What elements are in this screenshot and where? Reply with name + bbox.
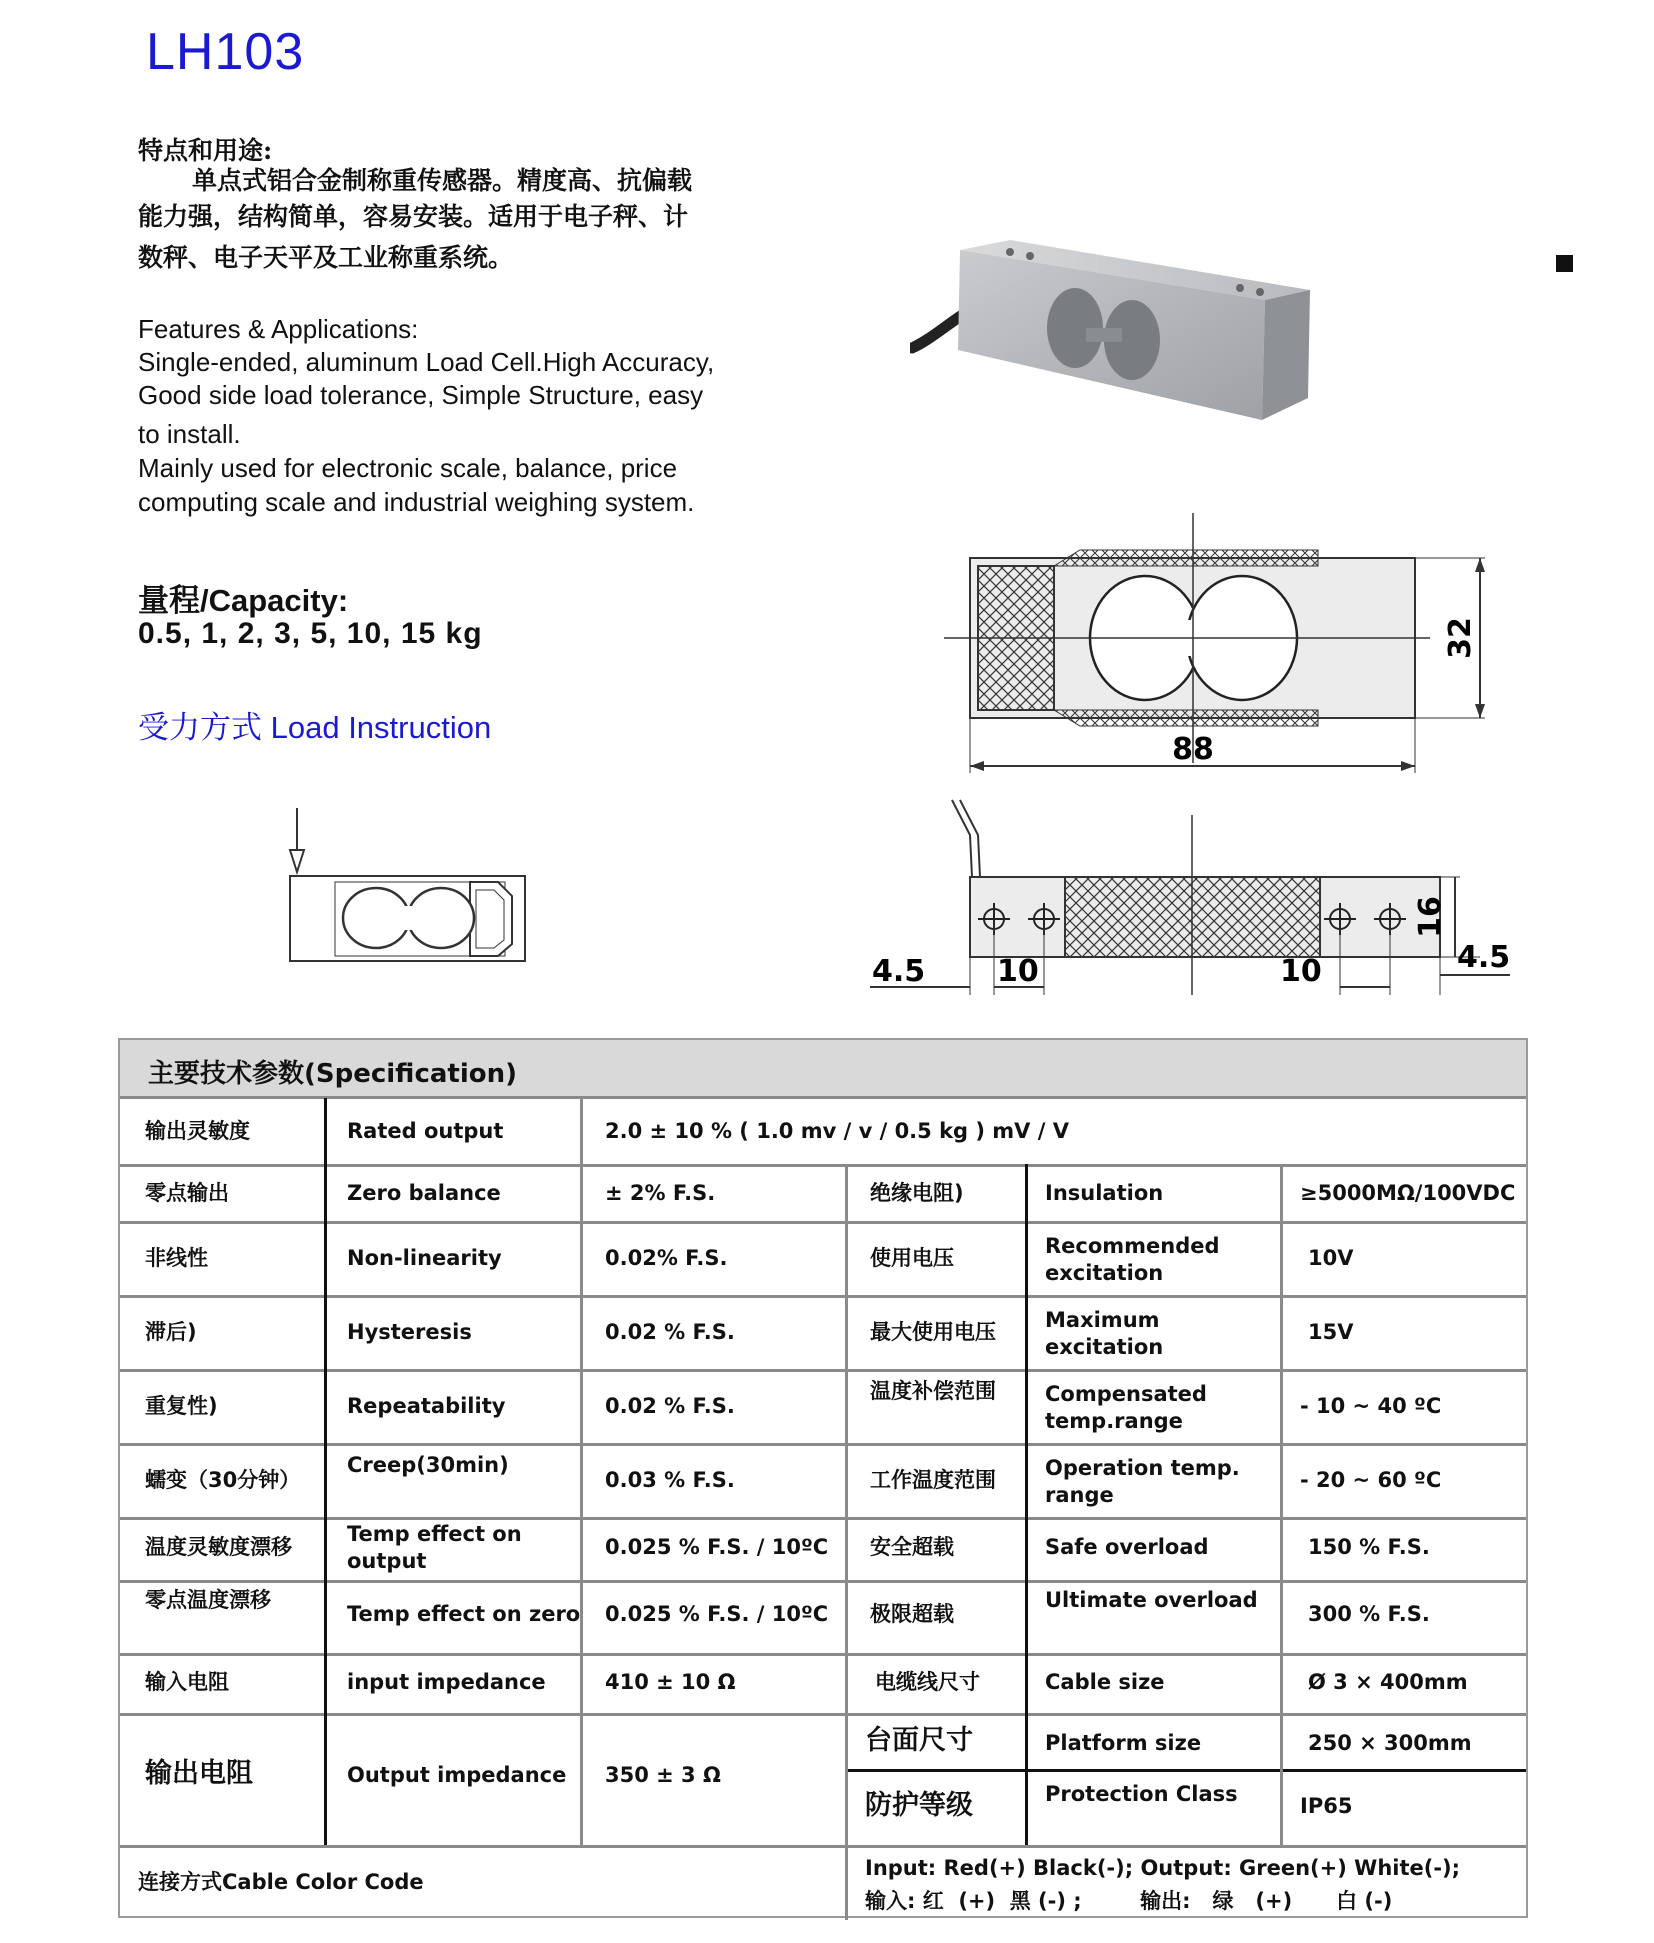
bullet-square [1556, 255, 1573, 272]
spec-row-value2: 15V [1308, 1320, 1354, 1344]
load-cell-photo [910, 230, 1310, 430]
load-instruction-heading: 受力方式 Load Instruction [138, 710, 492, 745]
spec-row-value: 0.025 % F.S. / 10ºC [605, 1535, 829, 1559]
spec-row-value2: Ø 3 × 400mm [1308, 1670, 1468, 1694]
features-en-line: computing scale and industrial weighing system. [138, 487, 695, 517]
spec-row-value2: 300 % F.S. [1308, 1602, 1430, 1626]
spec-row-en: input impedance [347, 1670, 546, 1694]
features-cn-heading: 特点和用途: [138, 136, 273, 165]
spec-row-value: ± 2% F.S. [605, 1181, 716, 1205]
cable-color-label: 连接方式Cable Color Code [138, 1870, 424, 1894]
spec-row-en2: Cable size [1045, 1670, 1165, 1694]
spec-row-value: 350 ± 3 Ω [605, 1763, 721, 1787]
spec-row-cn: 重复性) [145, 1394, 218, 1418]
spec-row-en2: Platform size [1045, 1731, 1202, 1755]
top-view-drawing [930, 508, 1510, 778]
capacity-label: 量程/Capacity: [138, 583, 349, 618]
spec-row-cn2: 温度补偿范围 [870, 1379, 996, 1403]
spec-row-cn2: 安全超载 [870, 1535, 954, 1559]
spec-row-en2: Compensated temp.range [1045, 1382, 1207, 1433]
spec-row-value: 0.02% F.S. [605, 1246, 728, 1270]
spec-row-value2: 10V [1308, 1246, 1354, 1270]
features-en-line: Mainly used for electronic scale, balance, price [138, 453, 678, 483]
spec-row-cn: 蠕变（30分钟） [145, 1468, 301, 1492]
spec-row-en: Creep(30min) [347, 1453, 509, 1477]
spec-row-value2: ≥5000MΩ/100VDC [1300, 1181, 1516, 1205]
spec-row-value2: - 10 ~ 40 ºC [1300, 1394, 1442, 1418]
spec-header-text: 主要技术参数(Specification) [148, 1059, 518, 1089]
spec-row-cn: 输入电阻 [145, 1670, 229, 1694]
page-title: LH103 [146, 23, 305, 81]
spec-row-en: Repeatability [347, 1394, 506, 1418]
spec-row-value: 0.02 % F.S. [605, 1320, 735, 1344]
spec-row-en3: Protection Class [1045, 1782, 1238, 1806]
spec-row-cn: 零点温度漂移 [145, 1588, 271, 1612]
spec-row-value: 0.02 % F.S. [605, 1394, 735, 1418]
spec-table [118, 1038, 1528, 1918]
spec-row-cn: 零点输出 [145, 1181, 229, 1205]
spec-row-en2: Safe overload [1045, 1535, 1209, 1559]
spec-row-en2: Maximum excitation [1045, 1308, 1164, 1359]
spec-row-cn: 温度灵敏度漂移 [145, 1535, 292, 1559]
dim-right-label: 4.5 [1457, 940, 1511, 975]
dim-hole2-label: 10 [1280, 954, 1322, 989]
spec-row-value2: 250 × 300mm [1308, 1731, 1472, 1755]
spec-row-en: Zero balance [347, 1181, 501, 1205]
spec-row-cn3: 防护等级 [865, 1790, 973, 1821]
side-view-drawing [860, 795, 1520, 1005]
features-en-line: Single-ended, aluminum Load Cell.High Accuracy, [138, 347, 715, 377]
spec-row-value: 0.025 % F.S. / 10ºC [605, 1602, 829, 1626]
cable-color-line: Input: Red(+) Black(-); Output: Green(+) White(-); [865, 1856, 1461, 1880]
dim-height-label: 32 [1443, 617, 1478, 659]
spec-row-value2: - 20 ~ 60 ºC [1300, 1468, 1442, 1492]
spec-row-en2: Ultimate overload [1045, 1588, 1258, 1612]
spec-row-en2: Operation temp. range [1045, 1456, 1240, 1507]
spec-row-cn2: 极限超载 [870, 1602, 954, 1626]
dim-hole1-label: 10 [997, 954, 1039, 989]
spec-row-cn: 滞后) [145, 1320, 197, 1344]
spec-row-cn2: 工作温度范围 [870, 1468, 996, 1492]
spec-row-en2: Insulation [1045, 1181, 1164, 1205]
spec-header [120, 1040, 1526, 1099]
dim-side-height-label: 16 [1413, 896, 1448, 938]
spec-row-cn: 输出电阻 [145, 1758, 253, 1789]
spec-row-en: Temp effect on output [347, 1522, 522, 1573]
features-en-line: Features & Applications: [138, 314, 419, 344]
spec-row-cn2: 使用电压 [870, 1246, 954, 1270]
features-en-line: Good side load tolerance, Simple Structure, easy [138, 380, 704, 410]
features-en-line: to install. [138, 419, 241, 449]
capacity-values: 0.5, 1, 2, 3, 5, 10, 15 kg [138, 617, 483, 650]
spec-row-value: 2.0 ± 10 % ( 1.0 mv / v / 0.5 kg ) mV / V [605, 1119, 1069, 1143]
load-instruction-diagram [280, 800, 540, 970]
dim-left-label: 4.5 [872, 954, 926, 989]
spec-row-en2: Recommended excitation [1045, 1234, 1220, 1285]
spec-row-en: Temp effect on zero [347, 1602, 581, 1626]
spec-row-cn: 输出灵敏度 [145, 1119, 250, 1143]
features-cn-line: 单点式铝合金制称重传感器。精度高、抗偏载 [192, 166, 693, 195]
spec-row-en: Rated output [347, 1119, 504, 1143]
spec-row-en: Output impedance [347, 1763, 567, 1787]
spec-row-en: Hysteresis [347, 1320, 472, 1344]
spec-row-cn: 非线性 [145, 1246, 208, 1270]
spec-row-value3: IP65 [1300, 1794, 1353, 1818]
spec-row-cn2: 电缆线尺寸 [875, 1670, 980, 1694]
spec-row-cn2: 台面尺寸 [865, 1725, 973, 1756]
spec-row-en: Non-linearity [347, 1246, 502, 1270]
spec-row-value: 410 ± 10 Ω [605, 1670, 736, 1694]
features-cn-line: 数秤、电子天平及工业称重系统。 [138, 243, 514, 272]
spec-row-value2: 150 % F.S. [1308, 1535, 1430, 1559]
spec-row-cn2: 最大使用电压 [870, 1320, 996, 1344]
cable-color-line: 输入: 红 (+) 黑 (-) ; 输出: 绿 (+) 白 (-) [865, 1889, 1393, 1913]
spec-row-value: 0.03 % F.S. [605, 1468, 735, 1492]
spec-row-cn2: 绝缘电阻) [870, 1181, 964, 1205]
dim-width-label: 88 [1172, 732, 1214, 767]
features-cn-line: 能力强，结构简单，容易安装。适用于电子秤、计 [138, 202, 689, 231]
